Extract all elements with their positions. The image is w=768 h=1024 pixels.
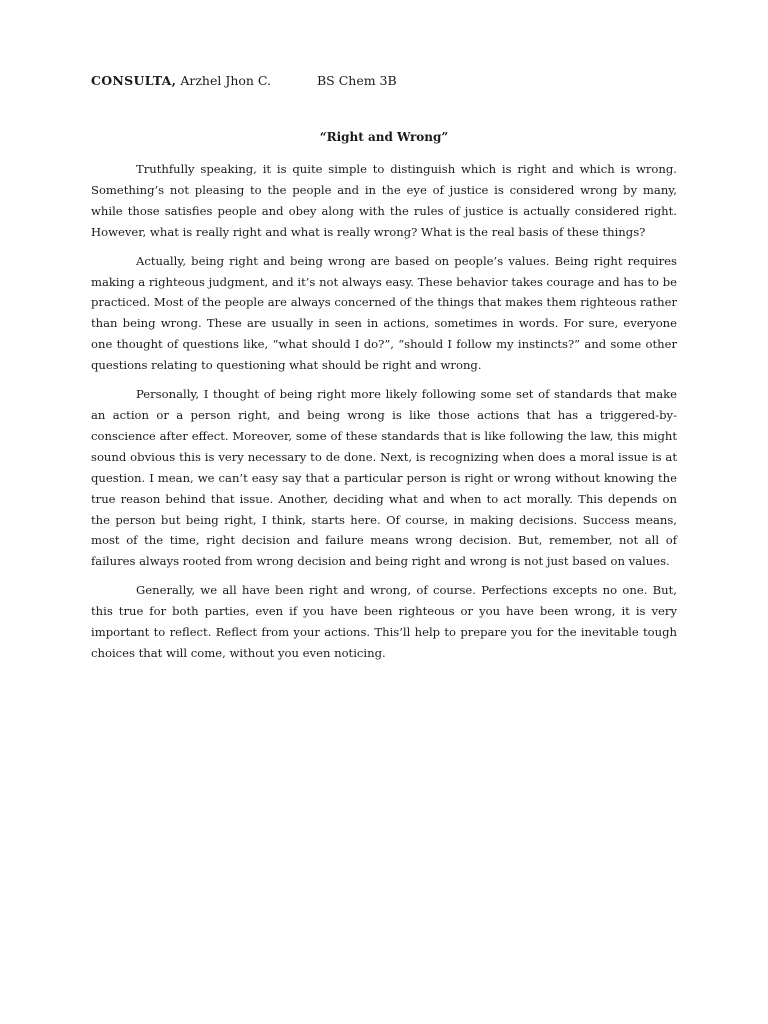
paragraph: Generally, we all have been right and wrong, of course. Perfections excepts no one. But, this true for both parties, even if you have been righteous or you have been wrong, it is very important to reflect. Reflect from your actions. This’ll help to prepare you for the inevitable tough choices that will come, without you even noticing.: [91, 583, 677, 660]
author-given-name: Arzhel Jhon C.: [176, 73, 272, 88]
author-surname: CONSULTA,: [91, 73, 177, 88]
essay-body: [91, 159, 677, 672]
paragraph: Personally, I thought of being right more likely following some set of standards that make an action or a person right, and being wrong is like those actions that has a triggered-by-conscience after effect. Moreover, some of these standards that is like following the law, this might sound obvious this is very necessary to de done. Next, is recognizing when does a moral issue is at question. I mean, we can’t easy say that a particular person is right or wrong without knowing the true reason behind that issue. Another, deciding what and when to act morally. This depends on the person but being right, I think, starts here. Of course, in making decisions. Success means, most of the time, right decision and failure means wrong decision. But, remember, not all of failures always rooted from wrong decision and being right and wrong is not just based on values.: [91, 387, 677, 569]
paragraph: Actually, being right and being wrong are based on people’s values. Being right requires making a righteous judgment, and it’s not always easy. These behavior takes courage and has to be practiced. Most of the people are always concerned of the things that makes them righteous rather than being wrong. These are usually in seen in actions, sometimes in words. For sure, everyone one thought of questions like, “what should I do?”, “should I follow my instincts?” and some other questions relating to questioning what should be right and wrong.: [91, 253, 677, 373]
course-section: BS Chem 3B: [317, 73, 397, 88]
essay-title: “Right and Wrong”: [319, 130, 449, 144]
author-header: [91, 73, 397, 89]
paragraph: Truthfully speaking, it is quite simple to distinguish which is right and which is wrong. Something’s not pleasing to the people and in the eye of justice is considered wrong by many, while those satisfies people and obey along with the rules of justice is actually considered right. However, what is really right and what is really wrong? What is the real basis of these things?: [91, 162, 677, 239]
